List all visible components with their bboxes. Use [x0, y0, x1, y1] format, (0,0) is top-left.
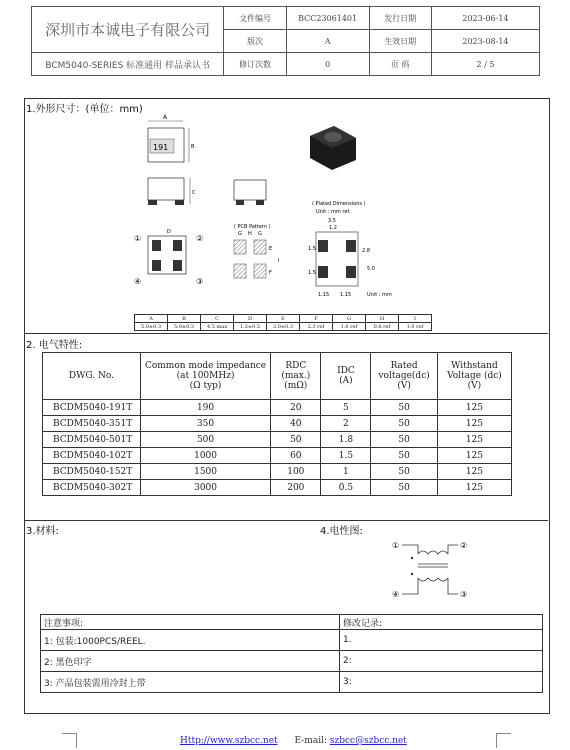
issue-date: 2023-06-14: [431, 7, 539, 30]
table-row: [43, 448, 512, 464]
version-label: 版次: [224, 30, 286, 53]
plated-dim-1-15a: 1.15: [318, 292, 330, 298]
table-cell: 0.5: [321, 480, 371, 496]
table-row: [43, 432, 512, 448]
pin3-label: ③: [196, 277, 204, 286]
document-header: [31, 6, 540, 76]
note-cell: 3: 产品包装需用冷封上带: [41, 672, 340, 693]
dimension-cell: I: [399, 315, 432, 323]
circuit-diagram: [390, 538, 480, 603]
note-cell: 3:: [340, 672, 543, 693]
dimension-cell: E: [267, 315, 300, 323]
table-cell: 500: [140, 432, 270, 448]
dimension-cell: 1.0 ref: [399, 323, 432, 331]
doc-no: BCC23061401: [286, 7, 369, 30]
plated-dim-1-2: 1.2: [329, 225, 337, 231]
dimension-cell: 0.8 ref: [366, 323, 399, 331]
label-i: I: [278, 258, 280, 264]
dimension-cell: D: [234, 315, 267, 323]
plated-title: ( Plated Dimensions ): [312, 201, 366, 207]
table-cell: 50: [371, 432, 438, 448]
table-row: [43, 416, 512, 432]
email-label: E-mail:: [294, 736, 327, 746]
table-cell: 5: [321, 400, 371, 416]
issue-date-label: 发行日期: [369, 7, 431, 30]
notes-header: 注意事项:: [41, 615, 340, 630]
table-cell: 50: [271, 432, 321, 448]
label-a: A: [163, 114, 168, 121]
pin1-label: ①: [134, 234, 142, 243]
table-cell: 350: [140, 416, 270, 432]
circuit-pin1: ①: [392, 541, 400, 550]
plated-dim-1-5b: 1.5: [308, 270, 316, 276]
effective-date: 2023-08-14: [431, 30, 539, 53]
table-row: [43, 400, 512, 416]
note-cell: 2: 黑色印字: [41, 651, 340, 672]
notes-table: [40, 614, 543, 693]
electrical-table: [42, 352, 512, 496]
dimension-cell: 5.0±0.3: [168, 323, 201, 331]
table-cell: 40: [271, 416, 321, 432]
table-row: [43, 464, 512, 480]
table-cell: 50: [371, 464, 438, 480]
circuit-pin3: ③: [460, 590, 468, 599]
table-cell: 200: [271, 480, 321, 496]
circuit-pin4: ④: [392, 590, 400, 599]
table-cell: 2: [321, 416, 371, 432]
dimension-cell: G: [333, 315, 366, 323]
section-electrical-title: 2. 电气特性:: [26, 340, 83, 351]
table-cell: BCDM5040-152T: [43, 464, 141, 480]
page-number: 2 / 5: [431, 53, 539, 76]
circuit-pin2: ②: [460, 541, 468, 550]
label-h: H: [248, 231, 252, 237]
version: A: [286, 30, 369, 53]
table-cell: BCDM5040-191T: [43, 400, 141, 416]
note-cell: 1: 包装:1000PCS/REEL.: [41, 630, 340, 651]
plated-unit: Unit : mm ref.: [316, 209, 351, 215]
plated-dim-3-5: 3.5: [328, 218, 336, 224]
pin2-label: ②: [196, 234, 204, 243]
footer: [180, 736, 407, 746]
pin4-label: ④: [134, 277, 142, 286]
table-cell: 1500: [140, 464, 270, 480]
col-idc: IDC (A): [321, 353, 371, 400]
table-cell: 3000: [140, 480, 270, 496]
circuit-title: 4.电性图:: [320, 526, 363, 537]
plated-dim-2-8: 2.8: [362, 248, 370, 254]
table-cell: 50: [371, 448, 438, 464]
section-divider: [24, 520, 548, 521]
materials-title: 3.材料:: [26, 526, 59, 537]
effective-date-label: 生效日期: [369, 30, 431, 53]
document-subtitle: BCM5040-SERIES 标准通用 样品承认书: [32, 53, 224, 76]
label-c: C: [192, 190, 196, 196]
page-label: 页 码: [369, 53, 431, 76]
dimension-table: [134, 314, 432, 331]
table-cell: 125: [437, 416, 511, 432]
col-dwg: DWG. No.: [43, 353, 141, 400]
dimension-cell: B: [168, 315, 201, 323]
label-f: F: [269, 270, 272, 276]
label-d: D: [167, 229, 171, 235]
dimension-cell: 5.0±0.3: [135, 323, 168, 331]
company-name: 深圳市本诚电子有限公司: [32, 7, 224, 53]
table-cell: BCDM5040-351T: [43, 416, 141, 432]
table-cell: 125: [437, 480, 511, 496]
dimension-cell: 2.3 ref: [300, 323, 333, 331]
table-cell: 20: [271, 400, 321, 416]
revision: 0: [286, 53, 369, 76]
footer-corner-left: [62, 733, 77, 748]
table-cell: 1.8: [321, 432, 371, 448]
footer-corner-right: [496, 733, 511, 748]
email-link[interactable]: szbcc@szbcc.net: [329, 736, 407, 746]
unit-mm: Unit : mm: [367, 292, 392, 298]
revision-label: 修订次数: [224, 53, 286, 76]
col-rdc: RDC (max.) (mΩ): [271, 353, 321, 400]
table-cell: 125: [437, 400, 511, 416]
table-cell: 50: [371, 400, 438, 416]
table-cell: 125: [437, 464, 511, 480]
label-b: B: [191, 144, 195, 150]
website-link[interactable]: Http://www.szbcc.net: [180, 736, 278, 746]
label-g2: G: [258, 231, 262, 237]
table-row: [41, 630, 543, 651]
table-cell: 60: [271, 448, 321, 464]
table-cell: 125: [437, 448, 511, 464]
table-row: [43, 480, 512, 496]
table-cell: 1: [321, 464, 371, 480]
dimension-cell: 1.2±0.5: [234, 323, 267, 331]
table-row: [41, 651, 543, 672]
table-cell: 125: [437, 432, 511, 448]
plated-dim-1-5a: 1.5: [308, 246, 316, 252]
table-cell: 50: [371, 416, 438, 432]
dimension-cell: H: [366, 315, 399, 323]
label-e: E: [269, 246, 273, 252]
table-row: [41, 672, 543, 693]
col-impedance: Common mode impedance (at 100MHz) (Ω typ): [140, 353, 270, 400]
table-cell: 190: [140, 400, 270, 416]
table-cell: BCDM5040-102T: [43, 448, 141, 464]
label-g: G: [238, 231, 242, 237]
table-cell: 1.5: [321, 448, 371, 464]
table-cell: 50: [371, 480, 438, 496]
section-dimensions-title: 1.外形尺寸：(单位：mm): [26, 104, 143, 115]
section-divider: [24, 333, 548, 334]
dimension-cell: A: [135, 315, 168, 323]
col-withstand-voltage: Withstand Voltage (dc) (V): [437, 353, 511, 400]
note-cell: 1.: [340, 630, 543, 651]
marking-text: 191: [153, 143, 169, 152]
table-cell: 100: [271, 464, 321, 480]
dimension-cell: F: [300, 315, 333, 323]
doc-no-label: 文件编号: [224, 7, 286, 30]
plated-dim-5-0: 5.0: [367, 266, 375, 272]
table-cell: 1000: [140, 448, 270, 464]
table-cell: BCDM5040-302T: [43, 480, 141, 496]
pcb-pattern-label: ( PCB Pattern ): [234, 224, 271, 230]
dimension-cell: 4.5 max: [201, 323, 234, 331]
dimension-cell: C: [201, 315, 234, 323]
col-rated-voltage: Rated voltage(dc) (V): [371, 353, 438, 400]
plated-dim-1-15b: 1.15: [340, 292, 352, 298]
revision-log-header: 修改记录:: [340, 615, 543, 630]
dimension-cell: 1.6 ref: [333, 323, 366, 331]
note-cell: 2:: [340, 651, 543, 672]
table-cell: BCDM5040-501T: [43, 432, 141, 448]
dimension-cell: 2.0±0.3: [267, 323, 300, 331]
dimension-drawing: [130, 112, 420, 317]
